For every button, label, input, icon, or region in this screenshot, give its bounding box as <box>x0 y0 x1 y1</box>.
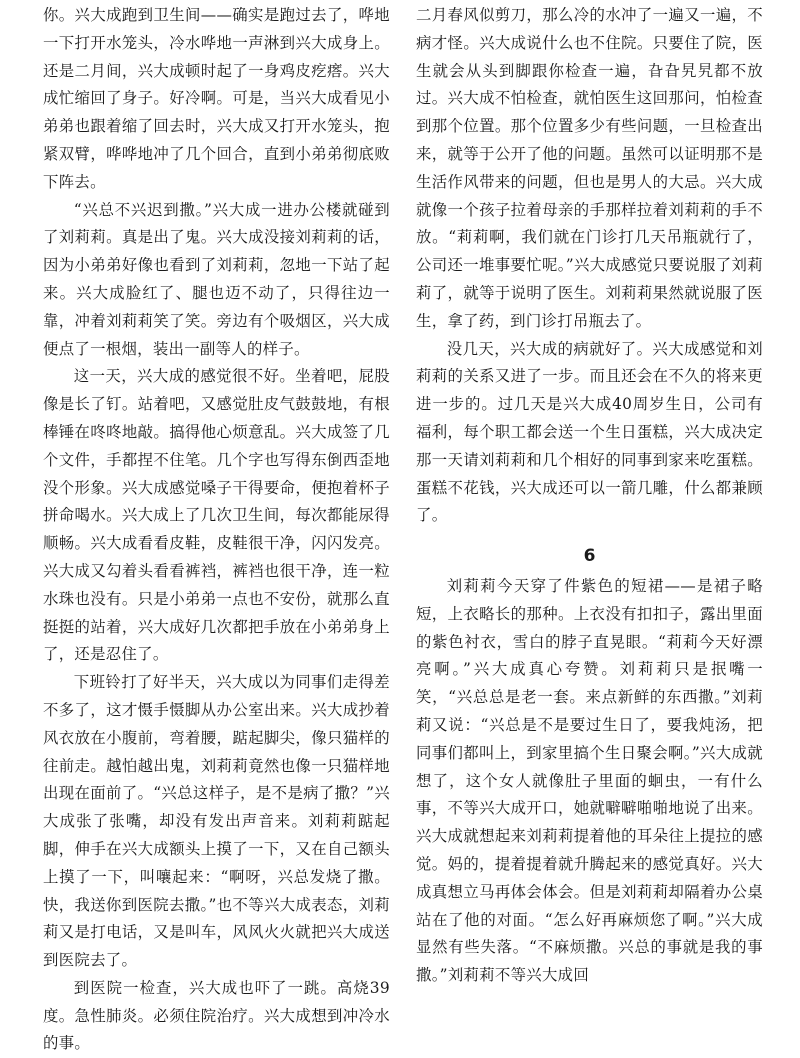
paragraph: 这一天，兴大成的感觉很不好。坐着吧，屁股像是长了钉。站着吧，又感觉肚皮气鼓鼓地，有根棒锤在咚咚地敲。搞得他心烦意乱。兴大成签了几个文件，手都捏不住笔。几个字也写得东倒西歪地没个形象。兴大成感觉嗓子干得要命，便抱着杯子拼命喝水。兴大成上了几次卫生间，每次都能尿得顺畅。兴大成看看皮鞋，皮鞋很干净，闪闪发亮。兴大成又勾着头看看裤裆，裤裆也很干净，连一粒水珠也没有。只是小弟弟一点也不安份，就那么直挺挺的站着，兴大成好几次都把手放在小弟弟身上了，还是忍住了。 <box>43 367 390 664</box>
paragraph: “兴总不兴迟到撒。”兴大成一进办公楼就碰到了刘莉莉。真是出了鬼。兴大成没接刘莉莉的话，因为小弟弟好像也看到了刘莉莉，忽地一下站了起来。兴大成脸红了、腿也迈不动了，只得往边一靠，冲着刘莉莉笑了笑。旁边有个吸烟区，兴大成便点了一根烟，装出一副等人的样子。 <box>43 200 390 358</box>
paragraph-continued: 二月春风似剪刀，那么冷的水冲了一遍又一遍，不病才怪。兴大成说什么也不住院。只要住了院，医生就会从头到脚跟你检查一遍，旮旮旯旯都不放过。兴大成不怕检查，就怕医生这回那问，怕检查到那个位置。那个位置多少有些问题，一旦检查出来，就等于公开了他的问题。虽然可以证明那不是生活作风带来的问题，但也是男人的大忌。兴大成就像一个孩子拉着母亲的手那样拉着刘莉莉的手不放。“莉莉啊，我们就在门诊打几天吊瓶就行了，公司还一堆事要忙呢。”兴大成感觉只要说服了刘莉莉了，就等于说明了医生。刘莉莉果然就说服了医生，拿了药，到门诊打吊瓶去了。 <box>416 6 763 330</box>
paragraph: 下班铃打了好半天，兴大成以为同事们走得差不多了，这才慑手慑脚从办公室出来。兴大成抄着风衣放在小腹前，弯着腰，踮起脚尖，像只猫样的往前走。越怕越出鬼，刘莉莉竟然也像一只猫样地出现在面前了。“兴总这样子，是不是病了撒？”兴大成张了张嘴，却没有发出声音来。刘莉莉踮起脚，伸手在兴大成额头上摸了一下，又在自己额头上摸了一下，叫嚷起来：“啊呀，兴总发烧了撒。快，我送你到医院去撒。”也不等兴大成表态，刘莉莉又是打电话，又是叫车，风风火火就把兴大成送到医院去了。 <box>43 673 390 970</box>
paragraph: 到医院一检查，兴大成也吓了一跳。高烧39度。急性肺炎。必须住院治疗。兴大成想到冲冷水的事。 <box>43 978 390 1053</box>
paragraph: 没几天，兴大成的病就好了。兴大成感觉和刘莉莉的关系又进了一步。而且还会在不久的将来更进一步的。过几天是兴大成40周岁生日，公司有福利，每个职工都会送一个生日蛋糕，兴大成决定那一天请刘莉莉和几个相好的同事到家来吃蛋糕。蛋糕不花钱，兴大成还可以一箭几雕，什么都兼顾了。 <box>416 339 763 525</box>
right-column <box>416 2 763 990</box>
left-column <box>43 2 390 1058</box>
section-number: 6 <box>583 546 596 567</box>
paragraph: 刘莉莉今天穿了件紫色的短裙——是裙子略短，上衣略长的那种。上衣没有扣扣子，露出里面的紫色衬衣，雪白的脖子直晃眼。“莉莉今天好漂亮啊。”兴大成真心夸赞。刘莉莉只是抿嘴一笑，“兴总总是老一套。来点新鲜的东西撒。”刘莉莉又说：“兴总是不是要过生日了，要我炖汤，把同事们都叫上，到家里搞个生日聚会啊。”兴大成就想了，这个女人就像肚子里面的蛔虫，一有什么事，不等兴大成开口，她就噼噼啪啪地说了出来。兴大成就想起来刘莉莉提着他的耳朵往上提拉的感觉。妈的，提着提着就升腾起来的感觉真好。兴大成真想立马再体会体会。但是刘莉莉却隔着办公桌站在了他的对面。“怎么好再麻烦您了啊。”兴大成显然有些失落。“不麻烦撒。兴总的事就是我的事撒。”刘莉莉不等兴大成回 <box>416 576 763 985</box>
paragraph-continued: 你。兴大成跑到卫生间——确实是跑过去了，哗地一下打开水笼头，冷水哗地一声淋到兴大成身上。还是二月间，兴大成顿时起了一身鸡皮疙瘩。兴大成忙缩回了身子。好冷啊。可是，当兴大成看见小弟弟也跟着缩了回去时，兴大成又打开水笼头，抱紧双臂，哗哗地冲了几个回合，直到小弟弟彻底败下阵去。 <box>43 6 390 191</box>
